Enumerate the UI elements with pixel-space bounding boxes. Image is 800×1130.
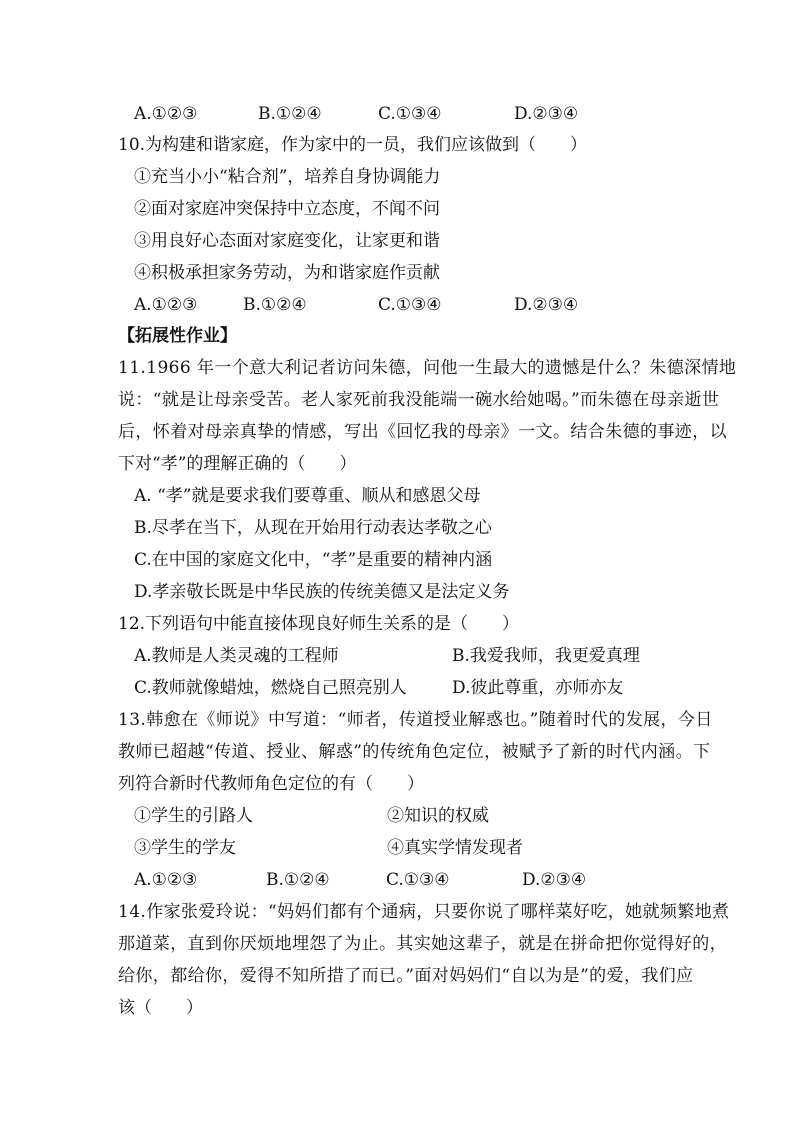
q10-item-3: ③用良好心态面对家庭变化，让家更和谐 [134,231,440,251]
q13-stem-line-3: 列符合新时代教师角色定位的有（ ） [118,774,424,794]
q10-option-b: B.①②④ [243,295,307,315]
q13-option-d: D.②③④ [522,870,587,890]
q11-stem-line-1: 11.1966 年一个意大利记者访问朱德，问他一生最大的遗憾是什么？朱德深情地 [118,358,737,378]
section-title: 【拓展性作业】 [118,326,237,346]
q12-option-b: B.我爱我师，我更爱真理 [452,646,640,666]
q9-option-d: D.②③④ [514,104,579,124]
q14-stem-line-3: 给你，都给你，爱得不知所措了而已。”面对妈妈们“自以为是”的爱，我们应 [118,966,694,986]
q9-option-c: C.①③④ [378,104,442,124]
q10-option-a: A.①②③ [134,295,198,315]
q13-item-3: ③学生的学友 [134,838,236,858]
q11-option-c: C.在中国的家庭文化中，“孝”是重要的精神内涵 [134,550,493,570]
q11-option-d: D.孝亲敬长既是中华民族的传统美德又是法定义务 [134,582,510,602]
q14-stem-line-1: 14.作家张爱玲说：“妈妈们都有个通病，只要你说了哪样菜好吃，她就频繁地煮 [118,902,730,922]
q13-item-1: ①学生的引路人 [134,806,253,826]
q13-option-a: A.①②③ [134,870,198,890]
q11-stem-line-4: 下对“孝”的理解正确的（ ） [118,454,357,474]
q13-option-b: B.①②④ [266,870,330,890]
q11-option-a: A. “孝”就是要求我们要尊重、顺从和感恩父母 [134,486,481,506]
q11-option-b: B.尽孝在当下，从现在开始用行动表达孝敬之心 [134,518,492,538]
q13-stem-line-1: 13.韩愈在《师说》中写道：“师者，传道授业解惑也。”随着时代的发展，今日 [118,710,713,730]
q13-option-c: C.①③④ [386,870,450,890]
q10-item-4: ④积极承担家务劳动，为和谐家庭作贡献 [134,263,440,283]
q12-option-d: D.彼此尊重，亦师亦友 [452,678,624,698]
q10-option-d: D.②③④ [514,295,579,315]
q9-option-b: B.①②④ [258,104,322,124]
q10-option-c: C.①③④ [378,295,442,315]
q10-stem: 10.为构建和谐家庭，作为家中的一员，我们应该做到（ ） [118,135,588,155]
q13-item-4: ④真实学情发现者 [387,838,523,858]
q12-option-a: A.教师是人类灵魂的工程师 [134,646,339,666]
q13-item-2: ②知识的权威 [387,806,489,826]
q10-item-2: ②面对家庭冲突保持中立态度，不闻不问 [134,199,440,219]
q13-stem-line-2: 教师已超越“传道、授业、解惑”的传统角色定位，被赋予了新的时代内涵。下 [118,742,711,762]
q12-stem: 12.下列语句中能直接体现良好师生关系的是（ ） [118,614,520,634]
q11-stem-line-3: 后，怀着对母亲真挚的情感，写出《回忆我的母亲》一文。结合朱德的事迹，以 [118,422,727,442]
q12-option-c: C.教师就像蜡烛，燃烧自己照亮别人 [134,678,407,698]
q14-stem-line-4: 该（ ） [118,998,203,1018]
q9-option-a: A.①②③ [134,104,198,124]
q10-item-1: ①充当小小“粘合剂”，培养自身协调能力 [134,167,441,187]
q11-stem-line-2: 说：“就是让母亲受苦。老人家死前我没能端一碗水给她喝。”而朱德在母亲逝世 [118,390,720,410]
q14-stem-line-2: 那道菜，直到你厌烦地埋怨了为止。其实她这辈子，就是在拼命把你觉得好的， [118,934,727,954]
